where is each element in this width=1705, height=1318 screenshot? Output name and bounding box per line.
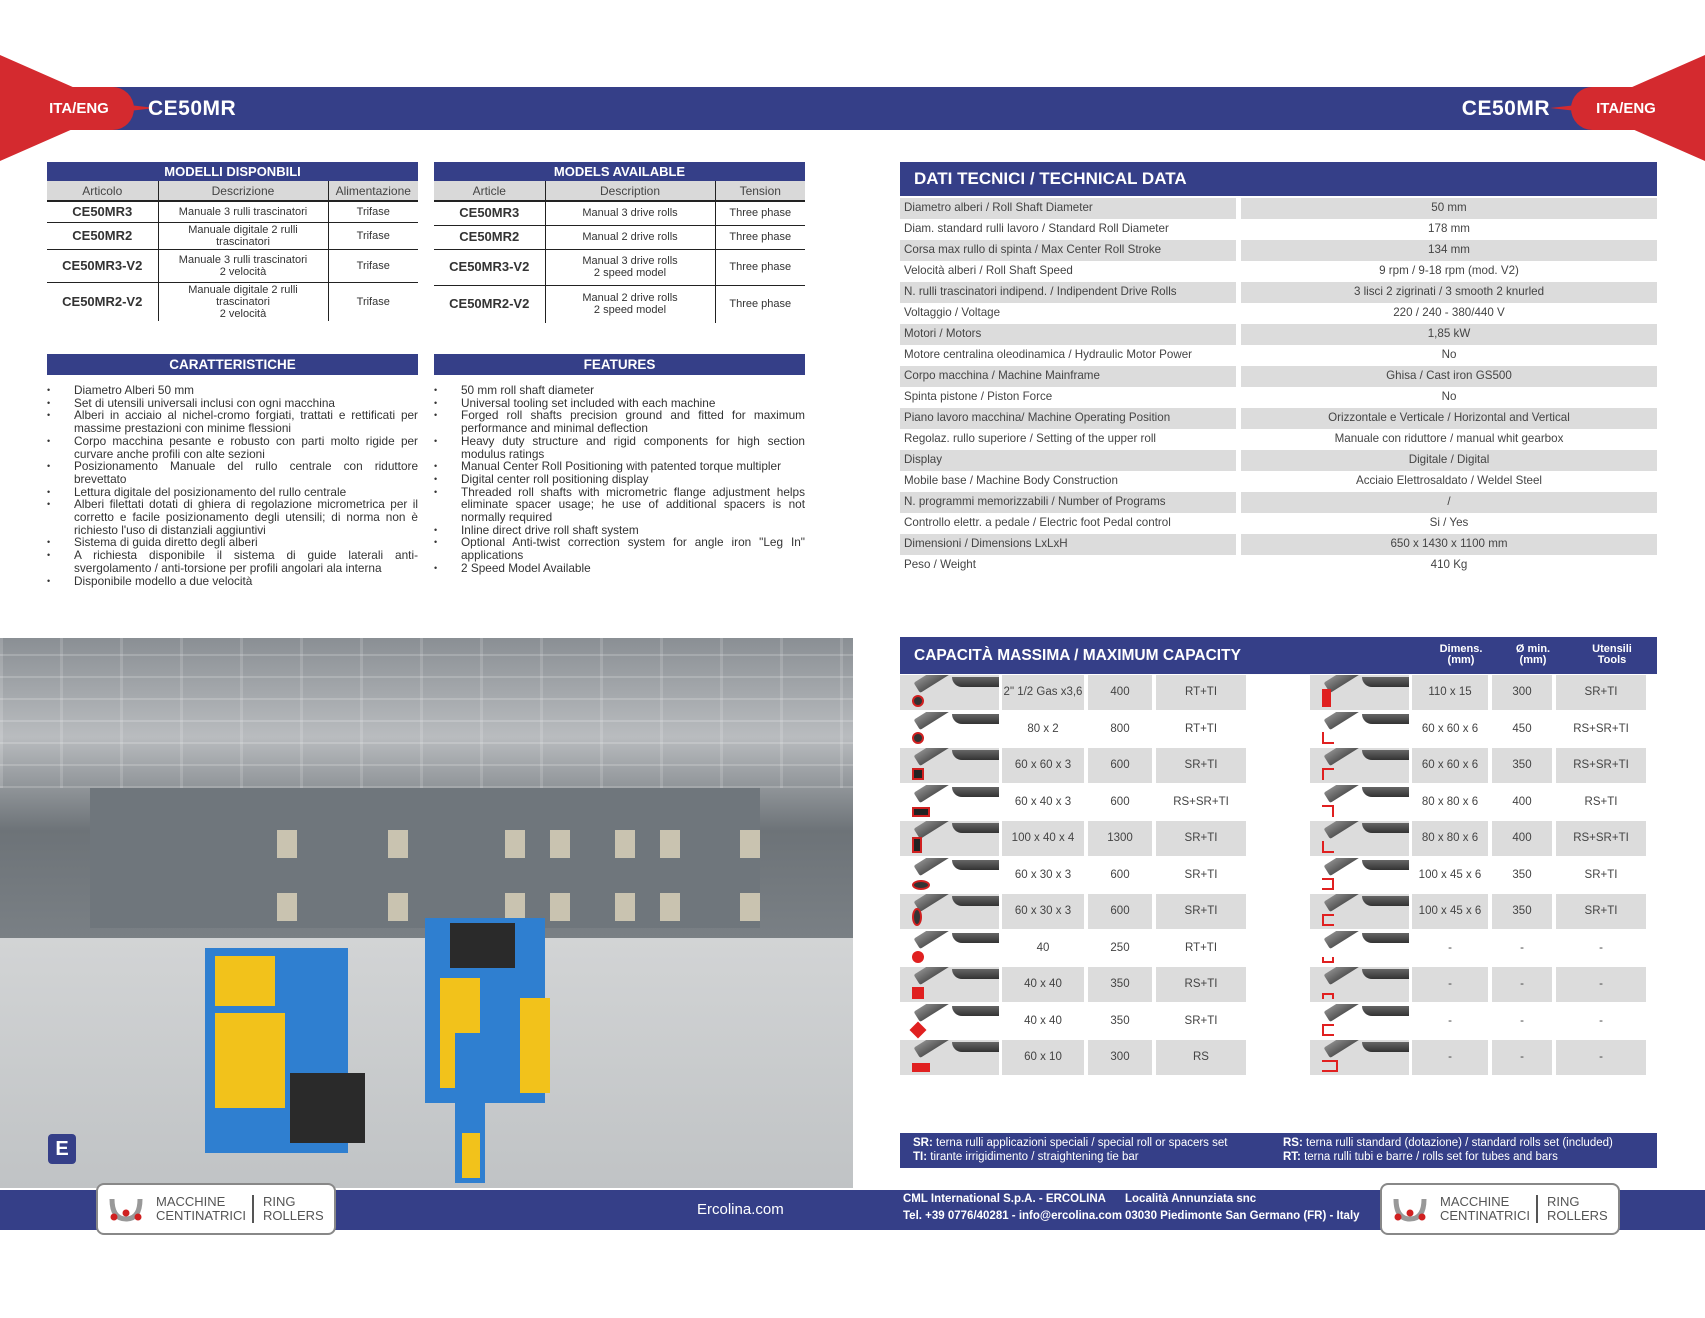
description bbox=[545, 249, 715, 285]
spec-label: Motore centralina oleodinamica / Hydraulic Motor Power bbox=[904, 347, 1193, 361]
col-header-line: Utensili bbox=[1592, 643, 1632, 655]
profile-ibeam-icon bbox=[1310, 1004, 1409, 1039]
dim: 60 x 60 x 6 bbox=[1412, 748, 1488, 783]
spec-value: Manuale con riduttore / manual whit gearbox bbox=[1334, 431, 1564, 445]
power: Trifase bbox=[328, 249, 418, 282]
dim: 80 x 80 x 6 bbox=[1412, 821, 1488, 856]
tools: SR+TI bbox=[1584, 868, 1618, 881]
tools: SR+TI bbox=[1556, 675, 1646, 710]
spec-label: N. programmi memorizzabili / Number of Programs bbox=[900, 492, 1236, 513]
capacity-row bbox=[900, 675, 1250, 712]
col-header-tools bbox=[1567, 644, 1657, 666]
article: CE50MR3-V2 bbox=[47, 249, 158, 282]
model-title-left: CE50MR bbox=[148, 97, 237, 120]
spec-value: Orizzontale e Verticale / Horizontal and Vertical bbox=[1241, 408, 1657, 429]
list-item: • Diametro Alberi 50 mm bbox=[47, 384, 418, 397]
spec-label: Diametro alberi / Roll Shaft Diameter bbox=[900, 198, 1236, 219]
list-item: • Optional Anti-twist correction system for angle iron "Leg In" applications bbox=[434, 536, 805, 561]
tools: RS+TI bbox=[1156, 967, 1246, 1002]
description bbox=[158, 282, 328, 321]
spec-label: Regolaz. rullo superiore / Setting of the upper roll bbox=[904, 431, 1156, 445]
profile-channel-flat-icon bbox=[1310, 931, 1409, 966]
capacity-row bbox=[900, 931, 1250, 968]
features-it-list bbox=[47, 384, 418, 587]
min-diameter: 350 bbox=[1492, 748, 1552, 783]
spec-value: Ghisa / Cast iron GS500 bbox=[1241, 366, 1657, 387]
table-row bbox=[434, 249, 805, 285]
table-row bbox=[900, 429, 1657, 450]
tools: SR+TI bbox=[1156, 894, 1246, 929]
ercolina-e-logo: E bbox=[48, 1134, 76, 1164]
capacity-row bbox=[1310, 748, 1650, 785]
capacity-row bbox=[900, 858, 1250, 895]
capacity-row bbox=[900, 894, 1250, 931]
list-item: • A richiesta disponibile il sistema di guide laterali anti-svergolamento / anti-torsione per profili angolari ala interna bbox=[47, 549, 418, 574]
table-row bbox=[47, 222, 418, 249]
brand-line: CENTINATRICI bbox=[156, 1208, 247, 1223]
min-diameter: 350 bbox=[1110, 1014, 1130, 1027]
table-row bbox=[900, 513, 1657, 534]
capacity-row bbox=[900, 748, 1250, 785]
article: CE50MR3 bbox=[47, 201, 158, 222]
table-row bbox=[900, 345, 1657, 366]
list-item: • Set di utensili universali inclusi con ogni macchina bbox=[47, 397, 418, 410]
capacity-title: CAPACITÀ MASSIMA / MAXIMUM CAPACITY bbox=[914, 647, 1241, 664]
tools: RT+TI bbox=[1184, 722, 1218, 735]
brand-line: CENTINATRICI bbox=[1440, 1208, 1531, 1223]
table-row bbox=[47, 249, 418, 282]
min-diameter: 400 bbox=[1492, 821, 1552, 856]
dim: 60 x 10 bbox=[1002, 1040, 1084, 1075]
col-header-line: Ø min. bbox=[1515, 643, 1551, 655]
min-diameter: 250 bbox=[1110, 941, 1130, 954]
spec-label: Controllo elettr. a pedale / Electric foot Pedal control bbox=[904, 515, 1171, 529]
model-title-right: CE50MR bbox=[1461, 97, 1550, 120]
dim: 60 x 60 x 3 bbox=[1002, 748, 1084, 783]
dim: - bbox=[1448, 1014, 1452, 1027]
legend-left bbox=[913, 1136, 1227, 1164]
power: Trifase bbox=[356, 295, 390, 308]
capacity-row bbox=[1310, 931, 1650, 968]
brand-text-it bbox=[1440, 1195, 1530, 1223]
desc-line: Manual 2 drive rolls bbox=[582, 292, 678, 305]
desc-line: 2 speed model bbox=[593, 267, 667, 279]
col-header: Alimentazione bbox=[328, 181, 418, 201]
list-item: • Alberi filettati dotati di ghiera di regolazione micrometrica per il corretto e facile posizionamento degli utensili; di norma non è richiesto l'uso di distanziali aggiuntivi bbox=[47, 498, 418, 536]
list-item: • Inline direct drive roll shaft system bbox=[434, 524, 805, 537]
tools: SR+TI bbox=[1184, 868, 1218, 881]
dim: - bbox=[1448, 941, 1452, 954]
table-row bbox=[900, 324, 1657, 345]
profile-square-tube-icon bbox=[900, 748, 999, 783]
table-row bbox=[434, 201, 805, 225]
legend-key: RS: bbox=[1283, 1137, 1303, 1149]
dim: 100 x 45 x 6 bbox=[1412, 894, 1488, 929]
warehouse-roof bbox=[0, 638, 853, 788]
capacity-row bbox=[1310, 785, 1650, 822]
lang-badge-right: ITA/ENG bbox=[1571, 87, 1681, 130]
desc-line: 2 velocità bbox=[219, 307, 267, 320]
description bbox=[158, 249, 328, 282]
profile-tee-in-icon bbox=[1310, 821, 1409, 856]
dim: 60 x 30 x 3 bbox=[1014, 868, 1072, 881]
header-bar bbox=[0, 87, 1705, 130]
dim: 60 x 60 x 6 bbox=[1421, 722, 1479, 735]
col-header: Description bbox=[545, 181, 715, 201]
power: Trifase bbox=[328, 201, 418, 222]
min-diameter: 450 bbox=[1512, 722, 1532, 735]
capacity-legend bbox=[900, 1133, 1657, 1168]
capacity-header bbox=[900, 637, 1657, 674]
col-header: Articolo bbox=[47, 181, 158, 201]
table-row bbox=[47, 201, 418, 222]
company-phone: Tel. +39 0776/40281 - info@ercolina.com bbox=[903, 1210, 1123, 1222]
table-row bbox=[900, 282, 1657, 303]
article: CE50MR3 bbox=[434, 201, 545, 225]
spec-label: Spinta pistone / Piston Force bbox=[904, 389, 1053, 403]
brand-line: ROLLERS bbox=[1547, 1208, 1608, 1223]
legend-key: TI: bbox=[913, 1151, 928, 1163]
brand-line: MACCHINE bbox=[1440, 1194, 1510, 1209]
spec-value: No bbox=[1441, 389, 1457, 403]
table-row bbox=[900, 408, 1657, 429]
col-header-dim bbox=[1423, 644, 1499, 666]
dim: 60 x 30 x 3 bbox=[1002, 894, 1084, 929]
capacity-row bbox=[1310, 1004, 1650, 1041]
dim: 40 x 40 bbox=[1002, 967, 1084, 1002]
tools: RS+SR+TI bbox=[1556, 821, 1646, 856]
min-diameter: 600 bbox=[1110, 868, 1130, 881]
table-row bbox=[900, 261, 1657, 282]
brand-text-en bbox=[263, 1195, 324, 1223]
min-diameter: - bbox=[1492, 967, 1552, 1002]
tools: SR+TI bbox=[1184, 1014, 1218, 1027]
spec-value: No bbox=[1441, 347, 1457, 361]
min-diameter: 300 bbox=[1088, 1040, 1152, 1075]
desc-line: 2 velocità bbox=[219, 265, 267, 278]
tools: RT+TI bbox=[1156, 675, 1246, 710]
spec-value: 178 mm bbox=[1428, 221, 1470, 235]
legend-right bbox=[1283, 1136, 1613, 1164]
profile-channel-in-icon bbox=[1310, 894, 1409, 929]
capacity-row bbox=[900, 821, 1250, 858]
profile-round-tube-icon bbox=[900, 712, 999, 747]
power: Three phase bbox=[715, 201, 805, 225]
spec-value: 1,85 kW bbox=[1241, 324, 1657, 345]
spec-value: Digitale / Digital bbox=[1241, 450, 1657, 471]
min-diameter: 800 bbox=[1110, 722, 1130, 735]
dim: - bbox=[1412, 1040, 1488, 1075]
models-table-en bbox=[434, 162, 805, 323]
article: CE50MR2 bbox=[47, 222, 158, 249]
capacity-grid-left bbox=[900, 675, 1250, 1077]
capacity-row bbox=[1310, 712, 1650, 749]
tools: - bbox=[1599, 941, 1603, 954]
list-item: • Sistema di guida diretto degli alberi bbox=[47, 536, 418, 549]
legend-text: tirante irrigidimento / straightening tie bar bbox=[927, 1151, 1139, 1163]
capacity-row bbox=[1310, 967, 1650, 1004]
list-item: • Alberi in acciaio al nichel-cromo forgiati, trattati e rettificati per massime prestazioni con minime flessioni bbox=[47, 409, 418, 434]
spec-label: Piano lavoro macchina/ Machine Operating Position bbox=[900, 408, 1236, 429]
min-diameter: 350 bbox=[1512, 868, 1532, 881]
spec-label: Corpo macchina / Machine Mainframe bbox=[900, 366, 1236, 387]
brand-text-it bbox=[156, 1195, 246, 1223]
list-item: • Forged roll shafts precision ground and fitted for maximum performance and minimal deflection bbox=[434, 409, 805, 434]
list-item: • Heavy duty structure and rigid components for high section modulus ratings bbox=[434, 435, 805, 460]
tools: RS+SR+TI bbox=[1556, 748, 1646, 783]
brand-line: RING bbox=[1547, 1194, 1580, 1209]
spec-label: Velocità alberi / Roll Shaft Speed bbox=[904, 263, 1073, 277]
brand-divider bbox=[252, 1195, 254, 1223]
power: Trifase bbox=[328, 222, 418, 249]
min-diameter: 600 bbox=[1110, 795, 1130, 808]
spec-value: 9 rpm / 9-18 rpm (mod. V2) bbox=[1379, 263, 1519, 277]
spec-value: 134 mm bbox=[1241, 240, 1657, 261]
spec-label: Dimensioni / Dimensions LxLxH bbox=[900, 534, 1236, 555]
list-item: • Universal tooling set included with each machine bbox=[434, 397, 805, 410]
spec-label: Display bbox=[900, 450, 1236, 471]
spec-value: 410 Kg bbox=[1430, 557, 1468, 571]
spec-label: Peso / Weight bbox=[904, 557, 976, 571]
min-diameter: - bbox=[1520, 1014, 1524, 1027]
capacity-row bbox=[900, 1004, 1250, 1041]
profile-angle-in-icon bbox=[1310, 748, 1409, 783]
list-item: • Lettura digitale del posizionamento del rullo centrale bbox=[47, 486, 418, 499]
company-contact bbox=[903, 1191, 1122, 1225]
capacity-row bbox=[900, 785, 1250, 822]
profile-oval-tube-upright-icon bbox=[900, 894, 999, 929]
brand-line: MACCHINE bbox=[156, 1194, 226, 1209]
desc-line: 2 speed model bbox=[593, 304, 667, 317]
capacity-row bbox=[900, 1040, 1250, 1077]
ring-roller-icon bbox=[106, 1195, 146, 1223]
min-diameter: 400 bbox=[1512, 795, 1532, 808]
table-row bbox=[900, 492, 1657, 513]
min-diameter: 1300 bbox=[1088, 821, 1152, 856]
desc-line: Manuale 3 rulli trascinatori bbox=[178, 253, 308, 266]
profile-channel-icon bbox=[1310, 858, 1409, 893]
min-diameter: 600 bbox=[1088, 894, 1152, 929]
col-header-min bbox=[1503, 644, 1563, 666]
brand-line: RING bbox=[263, 1194, 296, 1209]
table-row bbox=[900, 303, 1657, 324]
features-it-title: CARATTERISTICHE bbox=[47, 354, 418, 375]
dim: - bbox=[1412, 967, 1488, 1002]
dim: 100 x 40 x 4 bbox=[1002, 821, 1084, 856]
dim: 110 x 15 bbox=[1412, 675, 1488, 710]
spec-value: 50 mm bbox=[1241, 198, 1657, 219]
spec-label: Mobile base / Machine Body Construction bbox=[904, 473, 1118, 487]
product-photo bbox=[0, 638, 853, 1188]
min-diameter: 350 bbox=[1492, 894, 1552, 929]
spec-value: 3 lisci 2 zigrinati / 3 smooth 2 knurled bbox=[1241, 282, 1657, 303]
description: Manuale digitale 2 rulli trascinatori bbox=[158, 222, 328, 249]
dim: 100 x 45 x 6 bbox=[1418, 868, 1482, 881]
spec-label: Diam. standard rulli lavoro / Standard Roll Diameter bbox=[904, 221, 1169, 235]
table-row bbox=[900, 366, 1657, 387]
col-header-line: Dimens. bbox=[1439, 643, 1483, 655]
capacity-row bbox=[1310, 821, 1650, 858]
spec-value: Si / Yes bbox=[1429, 515, 1469, 529]
spec-label: N. rulli trascinatori indipend. / Indipendent Drive Rolls bbox=[900, 282, 1236, 303]
list-item: • Posizionamento Manuale del rullo centrale con riduttore brevettato bbox=[47, 460, 418, 485]
brand-text-en bbox=[1547, 1195, 1608, 1223]
spec-label: Motori / Motors bbox=[900, 324, 1236, 345]
spec-value: 650 x 1430 x 1100 mm bbox=[1241, 534, 1657, 555]
col-header-line: (mm) bbox=[1447, 654, 1475, 666]
profile-square-bar-diagonal-icon bbox=[900, 1004, 999, 1039]
capacity-row bbox=[1310, 858, 1650, 895]
min-diameter: - bbox=[1520, 941, 1524, 954]
spec-label: Voltaggio / Voltage bbox=[904, 305, 1001, 319]
legend-text: terna rulli tubi e barre / rolls set for tubes and bars bbox=[1300, 1151, 1558, 1163]
table-row bbox=[900, 450, 1657, 471]
dim: 60 x 40 x 3 bbox=[1014, 795, 1072, 808]
website-link[interactable]: Ercolina.com bbox=[697, 1201, 784, 1218]
table-row bbox=[900, 471, 1657, 492]
legend-key: SR: bbox=[913, 1137, 933, 1149]
models-table-title: MODELLI DISPONBILI bbox=[47, 162, 418, 181]
table-row bbox=[900, 387, 1657, 408]
profile-square-bar-icon bbox=[900, 967, 999, 1002]
description: Manual 2 drive rolls bbox=[545, 225, 715, 249]
tools: RS+SR+TI bbox=[1573, 722, 1629, 735]
dim: 80 x 2 bbox=[1027, 722, 1059, 735]
col-header: Tension bbox=[715, 181, 805, 201]
profile-round-bar-icon bbox=[900, 931, 999, 966]
col-header: Article bbox=[434, 181, 545, 201]
desc-line: Manual 3 drive rolls bbox=[582, 255, 678, 267]
profile-channel-flat-2-icon bbox=[1310, 967, 1409, 1002]
brand-badge-left bbox=[96, 1183, 336, 1235]
table-row bbox=[900, 219, 1657, 240]
profile-flat-bar-edge-icon bbox=[1310, 675, 1409, 710]
tools: - bbox=[1556, 1040, 1646, 1075]
col-header-line: (mm) bbox=[1519, 654, 1547, 666]
table-row bbox=[434, 225, 805, 249]
table-row bbox=[900, 240, 1657, 261]
address-line: 03030 Piedimonte San Germano (FR) - Italy bbox=[1125, 1210, 1360, 1222]
article: CE50MR2 bbox=[434, 225, 545, 249]
spec-value: / bbox=[1241, 492, 1657, 513]
profile-rect-tube-icon bbox=[900, 785, 999, 820]
dim: 80 x 80 x 6 bbox=[1421, 795, 1479, 808]
min-diameter: 300 bbox=[1492, 675, 1552, 710]
company-address bbox=[1125, 1191, 1360, 1225]
features-en-title: FEATURES bbox=[434, 354, 805, 375]
table-row bbox=[900, 555, 1657, 576]
list-item: • Corpo macchina pesante e robusto con parti molto rigide per curvare anche profili con alte sezioni bbox=[47, 435, 418, 460]
spec-value: Acciaio Elettrosaldato / Weldel Steel bbox=[1355, 473, 1543, 487]
capacity-row bbox=[1310, 1040, 1650, 1077]
lang-badge-left: ITA/ENG bbox=[24, 87, 134, 130]
tools: - bbox=[1599, 1014, 1603, 1027]
col-header: Descrizione bbox=[158, 181, 328, 201]
tools: SR+TI bbox=[1156, 748, 1246, 783]
profile-flat-bar-icon bbox=[900, 1040, 999, 1075]
features-en-list bbox=[434, 384, 805, 575]
article: CE50MR2-V2 bbox=[434, 285, 545, 323]
table-row bbox=[900, 198, 1657, 219]
brand-line: ROLLERS bbox=[263, 1208, 324, 1223]
legend-text: terna rulli applicazioni speciali / special roll or spacers set bbox=[932, 1137, 1228, 1149]
min-diameter: 600 bbox=[1088, 748, 1152, 783]
dim: 40 x 40 bbox=[1024, 1014, 1062, 1027]
models-table-title: MODELS AVAILABLE bbox=[434, 162, 805, 181]
tools: - bbox=[1556, 967, 1646, 1002]
profile-angle-icon bbox=[1310, 712, 1409, 747]
profile-round-tube-icon bbox=[900, 675, 999, 710]
tools: SR+TI bbox=[1556, 894, 1646, 929]
technical-data-title: DATI TECNICI / TECHNICAL DATA bbox=[900, 162, 1657, 196]
technical-data-table bbox=[900, 198, 1657, 576]
capacity-row bbox=[1310, 675, 1650, 712]
legend-key: RT: bbox=[1283, 1151, 1301, 1163]
profile-tee-icon bbox=[1310, 785, 1409, 820]
ring-roller-icon bbox=[1390, 1195, 1430, 1223]
tools: RT+TI bbox=[1184, 941, 1218, 954]
table-row bbox=[434, 285, 805, 323]
tools: RS+SR+TI bbox=[1173, 795, 1229, 808]
spec-label: Corsa max rullo di spinta / Max Center Roll Stroke bbox=[900, 240, 1236, 261]
tools: RS bbox=[1156, 1040, 1246, 1075]
brand-badge-right bbox=[1380, 1183, 1620, 1235]
capacity-row bbox=[1310, 894, 1650, 931]
dim: 2" 1/2 Gas x3,6 bbox=[1002, 675, 1084, 710]
desc-line: Manuale digitale 2 rulli trascinatori bbox=[188, 283, 298, 308]
profile-rect-tube-upright-icon bbox=[900, 821, 999, 856]
min-diameter: - bbox=[1492, 1040, 1552, 1075]
min-diameter: 350 bbox=[1088, 967, 1152, 1002]
brand-divider bbox=[1536, 1195, 1538, 1223]
list-item: • Manual Center Roll Positioning with patented torque multipler bbox=[434, 460, 805, 473]
power: Three phase bbox=[715, 225, 805, 249]
dim: 40 bbox=[1036, 941, 1050, 954]
tools: RS+TI bbox=[1584, 795, 1618, 808]
col-header-line: Tools bbox=[1597, 654, 1627, 666]
description: Manual 3 drive rolls bbox=[545, 201, 715, 225]
tools: SR+TI bbox=[1156, 821, 1246, 856]
company-name: CML International S.p.A. - ERCOLINA bbox=[903, 1193, 1106, 1205]
power: Three phase bbox=[729, 298, 792, 311]
spec-value: 220 / 240 - 380/440 V bbox=[1393, 305, 1505, 319]
profile-ibeam-flat-icon bbox=[1310, 1040, 1409, 1075]
profile-oval-tube-icon bbox=[900, 858, 999, 893]
list-item: • 50 mm roll shaft diameter bbox=[434, 384, 805, 397]
table-row bbox=[900, 534, 1657, 555]
list-item: • Threaded roll shafts with micrometric flange adjustment helps eliminate spacer usage; he use of additional spacers is not normally required bbox=[434, 486, 805, 524]
legend-text: terna rulli standard (dotazione) / standard rolls set (included) bbox=[1302, 1137, 1613, 1149]
capacity-row bbox=[900, 967, 1250, 1004]
table-row bbox=[47, 282, 418, 321]
power: Three phase bbox=[715, 249, 805, 285]
article: CE50MR2-V2 bbox=[47, 282, 158, 321]
list-item: • 2 Speed Model Available bbox=[434, 562, 805, 575]
list-item: • Disponibile modello a due velocità bbox=[47, 575, 418, 588]
capacity-grid-right bbox=[1310, 675, 1650, 1077]
article: CE50MR3-V2 bbox=[434, 249, 545, 285]
address-line: Località Annunziata snc bbox=[1125, 1193, 1257, 1205]
description: Manuale 3 rulli trascinatori bbox=[158, 201, 328, 222]
models-table-it bbox=[47, 162, 418, 321]
description bbox=[545, 285, 715, 323]
capacity-row bbox=[900, 712, 1250, 749]
list-item: • Digital center roll positioning display bbox=[434, 473, 805, 486]
min-diameter: 400 bbox=[1088, 675, 1152, 710]
